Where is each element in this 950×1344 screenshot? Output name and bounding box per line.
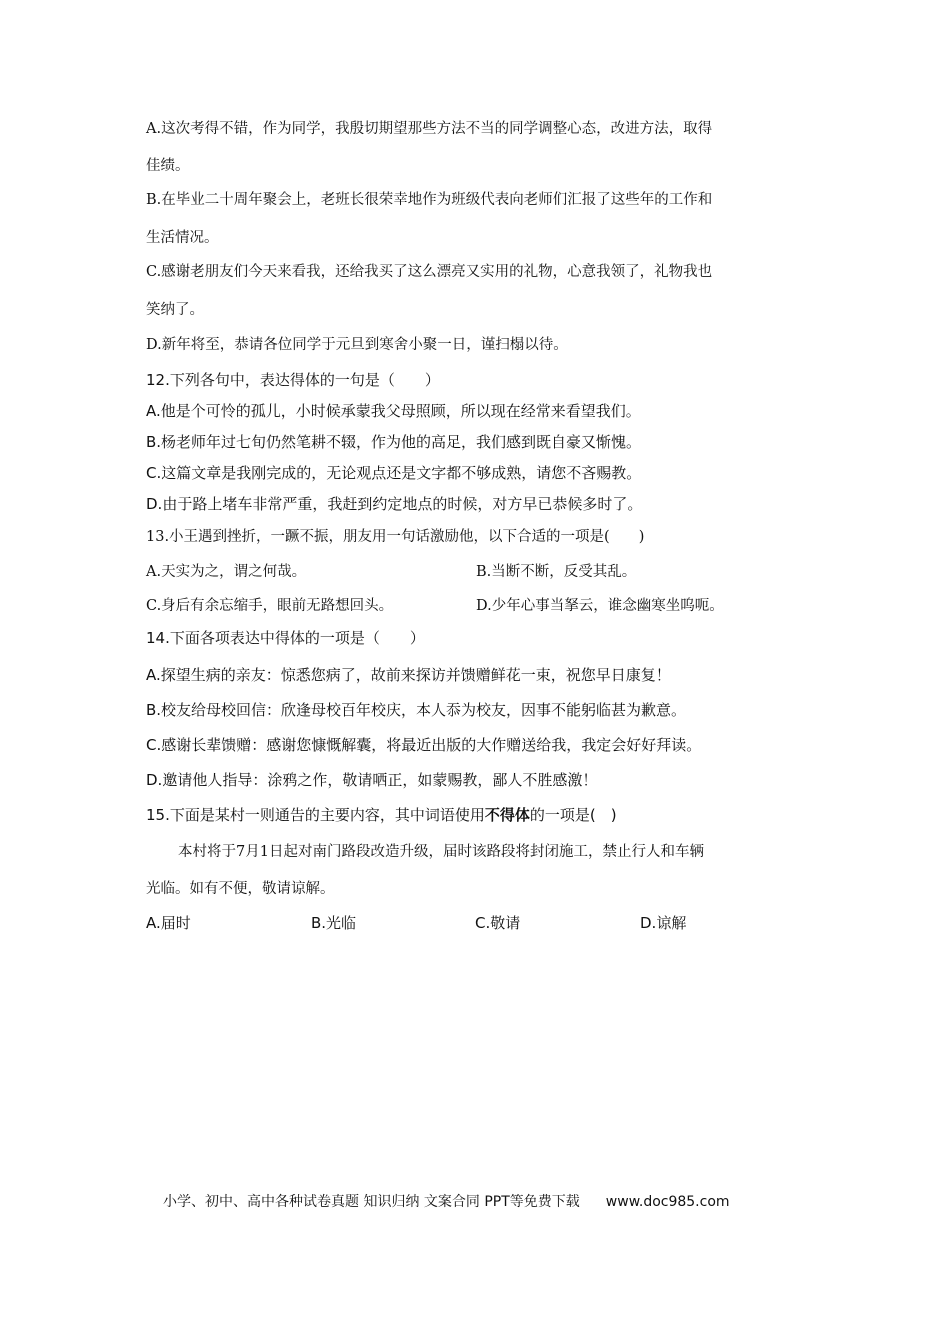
q13-option-d: D.少年心事当拏云，谁念幽寒坐呜呃。	[476, 598, 724, 614]
q15-stem	[146, 805, 617, 825]
q11-option-c-line2: 笑纳了。	[146, 302, 204, 318]
footer-url[interactable]: www.doc985.com	[605, 1194, 730, 1210]
q15-option-c: C.敬请	[475, 914, 521, 932]
q11-option-b-line2: 生活情况。	[146, 230, 219, 246]
q14-stem: 14.下面各项表达中得体的一项是（ ）	[146, 629, 425, 647]
q15-notice-line1: 本村将于7月1日起对南门路段改造升级，届时该路段将封闭施工，禁止行人和车辆	[178, 844, 704, 860]
q13-option-a: A.天实为之，谓之何哉。	[146, 564, 307, 580]
footer-text: 小学、初中、高中各种试卷真题 知识归纳 文案合同 PPT等免费下载	[163, 1194, 580, 1210]
q15-stem-before: 15.下面是某村一则通告的主要内容，其中词语使用	[146, 806, 485, 824]
q15-option-b: B.光临	[311, 914, 357, 932]
q12-stem: 12.下列各句中，表达得体的一句是（ ）	[146, 371, 440, 389]
q12-option-a: A.他是个可怜的孤儿，小时候承蒙我父母照顾，所以现在经常来看望我们。	[146, 402, 641, 420]
q11-option-d: D.新年将至，恭请各位同学于元旦到寒舍小聚一日，谨扫榻以待。	[146, 337, 568, 353]
q11-option-c-line1: C.感谢老朋友们今天来看我，还给我买了这么漂亮又实用的礼物，心意我领了，礼物我也	[146, 264, 713, 280]
q14-option-c: C.感谢长辈馈赠：感谢您慷慨解囊，将最近出版的大作赠送给我，我定会好好拜读。	[146, 736, 702, 754]
q12-option-d: D.由于路上堵车非常严重，我赶到约定地点的时候，对方早已恭候多时了。	[146, 495, 643, 513]
q11-option-b-line1: B.在毕业二十周年聚会上，老班长很荣幸地作为班级代表向老师们汇报了这些年的工作和	[146, 192, 713, 208]
q14-option-a: A.探望生病的亲友：惊悉您病了，故前来探访并馈赠鲜花一束，祝您早日康复！	[146, 666, 671, 684]
q13-option-b: B.当断不断，反受其乱。	[476, 564, 637, 580]
q13-stem: 13.小王遇到挫折，一蹶不振，朋友用一句话激励他，以下合适的一项是( )	[146, 529, 645, 545]
q15-stem-after: 的一项是( )	[529, 806, 617, 824]
q15-option-d: D.谅解	[640, 914, 687, 932]
q11-option-a-line2: 佳绩。	[146, 158, 190, 174]
q11-option-a-line1: A.这次考得不错，作为同学，我殷切期望那些方法不当的同学调整心态，改进方法，取得	[146, 121, 713, 137]
q15-notice-line2: 光临。如有不便，敬请谅解。	[146, 881, 335, 897]
q12-option-b: B.杨老师年过七旬仍然笔耕不辍，作为他的高足，我们感到既自豪又惭愧。	[146, 433, 642, 451]
q15-option-a: A.届时	[146, 914, 191, 932]
q15-stem-emphasis: 不得体	[484, 806, 530, 824]
q12-option-c: C.这篇文章是我刚完成的，无论观点还是文字都不够成熟，请您不吝赐教。	[146, 464, 642, 482]
q13-option-c: C.身后有余忘缩手，眼前无路想回头。	[146, 598, 394, 614]
q14-option-b: B.校友给母校回信：欣逢母校百年校庆，本人忝为校友，因事不能躬临甚为歉意。	[146, 701, 687, 719]
q14-option-d: D.邀请他人指导：涂鸦之作，敬请哂正，如蒙赐教，鄙人不胜感激！	[146, 771, 598, 789]
page-footer	[163, 1192, 730, 1212]
